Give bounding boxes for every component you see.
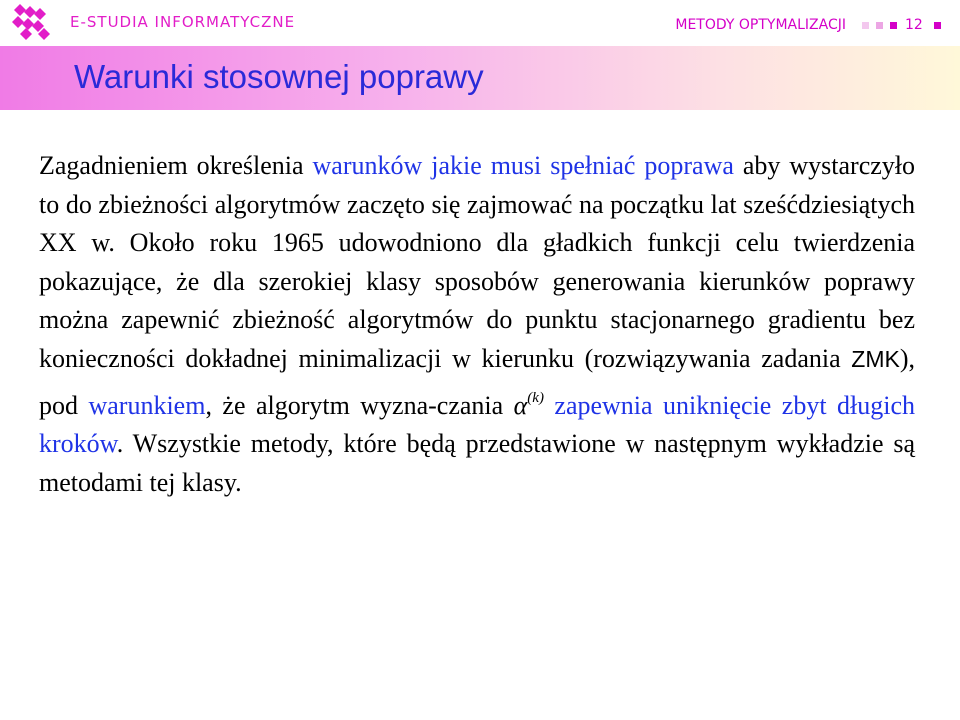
body-paragraph	[39, 147, 915, 502]
course-title: METODY OPTYMALIZACJI	[675, 17, 846, 33]
code-term-zmk: ZMK	[851, 345, 900, 372]
pager-square-icon	[934, 22, 941, 29]
math-superscript-k: (k)	[527, 389, 544, 406]
title-band	[0, 46, 960, 110]
body-text-segment: aby wystarczyło to do zbieżności algorytmów zaczęto się zajmować na początku lat sześćdziesiątych XX w. Około roku 1965 udowodniono dla gładkich funkcji celu twierdzenia pokazujące, że dla szerokiej klasy sposobów generowania kierunków poprawy można zapewnić zbieżność algorytmów do punktu stacjonarnego gradientu bez konieczności dokładnej minimalizacji w kierunku (rozwiązywania zadania	[39, 151, 915, 373]
brand-name: E-STUDIA INFORMATYCZNE	[70, 13, 296, 31]
highlight-condition: warunkiem	[88, 390, 206, 420]
math-alpha: α	[513, 390, 528, 420]
body-text-segment: . Wszystkie metody, które będą przedstawione w następnym wykładzie są metodami tej klasy.	[39, 429, 915, 497]
slide-header	[0, 0, 960, 46]
page-number: 12	[905, 17, 923, 33]
highlight-avoid-long-steps: zapewnia uniknięcie zbyt długich kroków	[39, 390, 916, 459]
body-text-segment: , że algorytm wyzna-czania	[205, 390, 514, 420]
body-text-segment: Zagadnieniem określenia	[39, 151, 313, 180]
pager-square-icon	[876, 22, 883, 29]
e-studia-logo-icon	[10, 4, 54, 40]
slide-title: Warunki stosownej poprawy	[74, 58, 484, 95]
highlight-conditions: warunków jakie musi spełniać poprawa	[312, 151, 734, 180]
body-text-segment: ), pod	[39, 343, 915, 420]
pager-square-icon	[890, 22, 897, 29]
pager-square-icon	[862, 22, 869, 29]
